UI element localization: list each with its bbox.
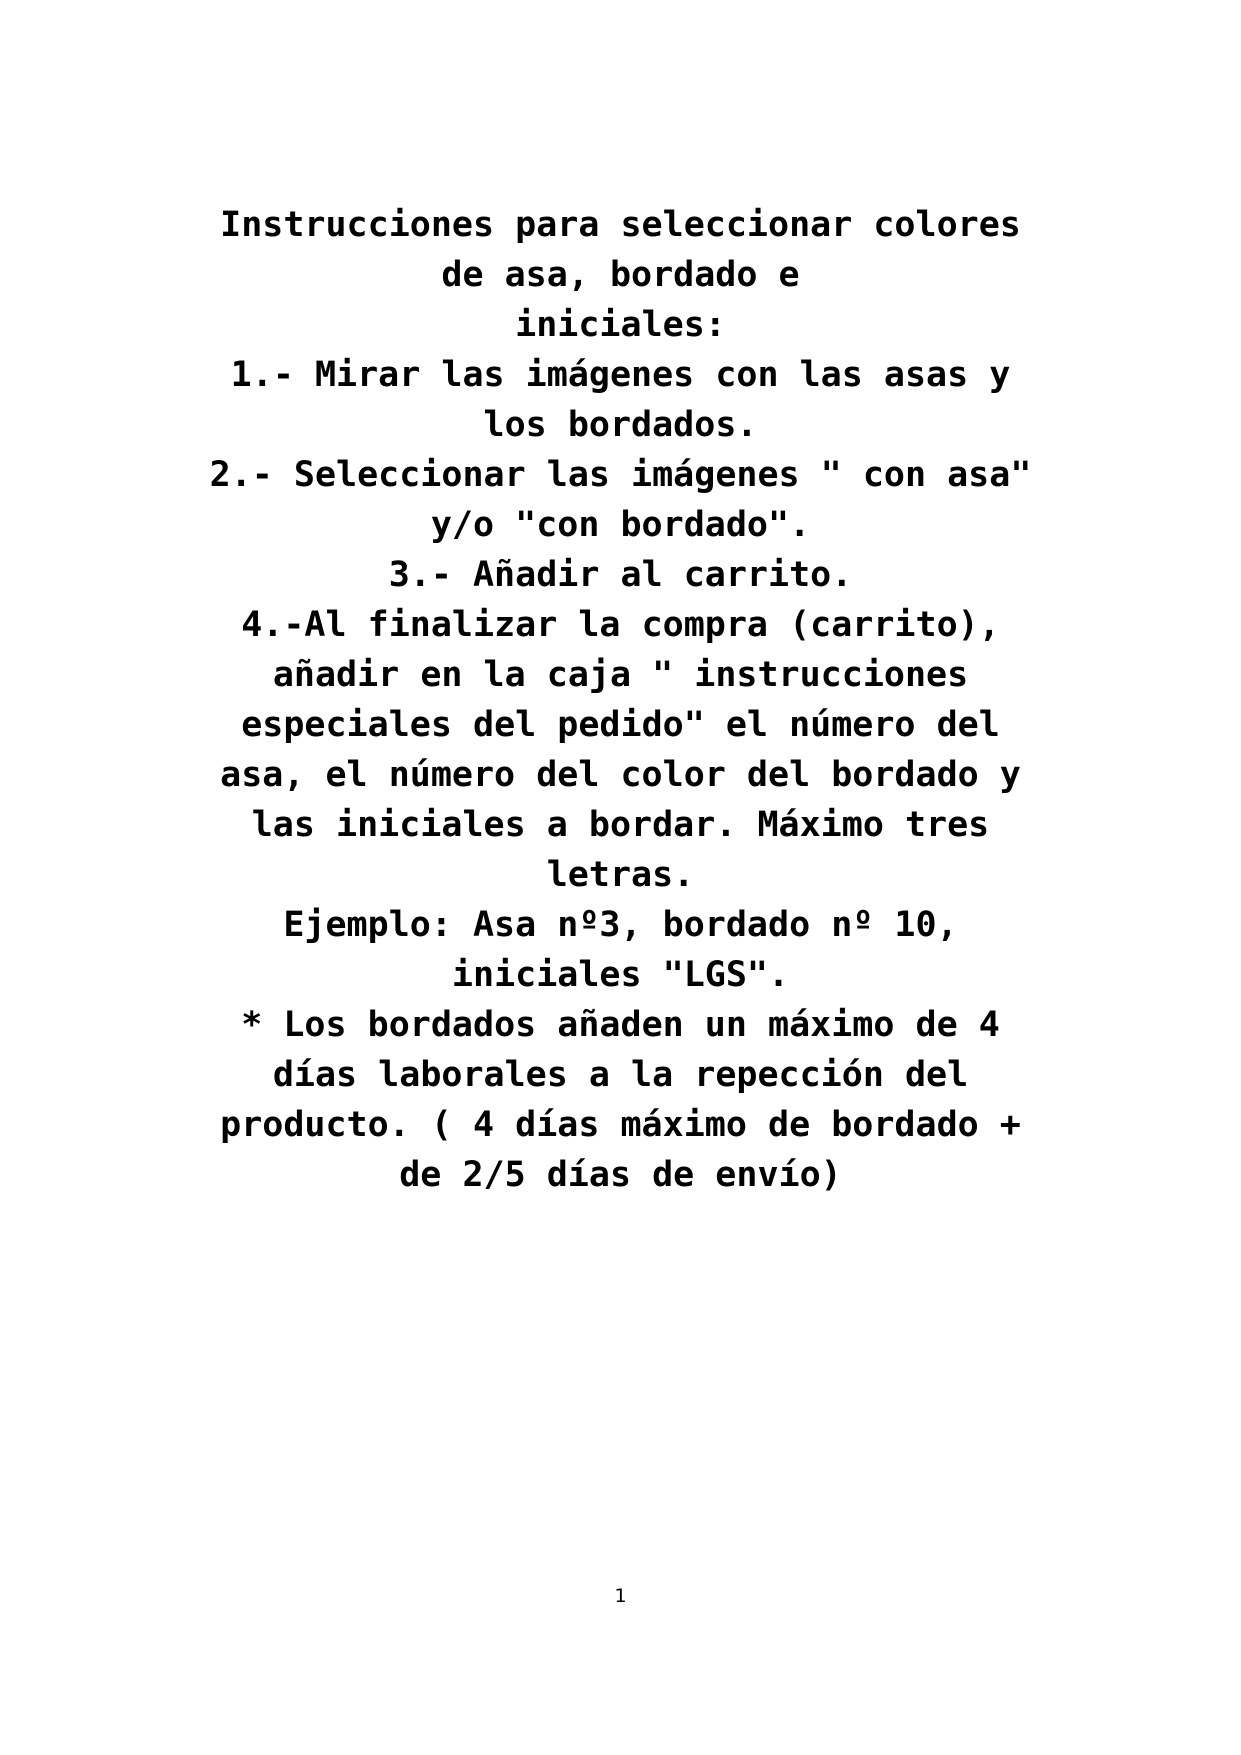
step-3: 3.- Añadir al carrito. [388, 555, 853, 595]
document-body [190, 200, 1051, 1200]
step-2: 2.- Seleccionar las imágenes " con asa" y/o "con bordado". [209, 455, 1032, 545]
step-4: 4.-Al finalizar la compra (carrito), añadir en la caja " instrucciones especiales del pedido" el número del asa, el número del color del bordado y las iniciales a bordar. Máximo tres letras. [220, 605, 1021, 895]
step-1: 1.- Mirar las imágenes con las asas y los bordados. [230, 355, 1011, 445]
embroidery-note: * Los bordados añaden un máximo de 4 días laborales a la repección del producto. ( 4 días máximo de bordado + de 2/5 días de envío) [220, 1005, 1021, 1195]
example-text: Ejemplo: Asa nº3, bordado nº 10, iniciales "LGS". [283, 905, 958, 995]
page-number: 1 [614, 1585, 627, 1607]
title-line-2: iniciales: [515, 305, 726, 345]
title-line-1: Instrucciones para seleccionar colores de asa, bordado e [220, 205, 1021, 295]
